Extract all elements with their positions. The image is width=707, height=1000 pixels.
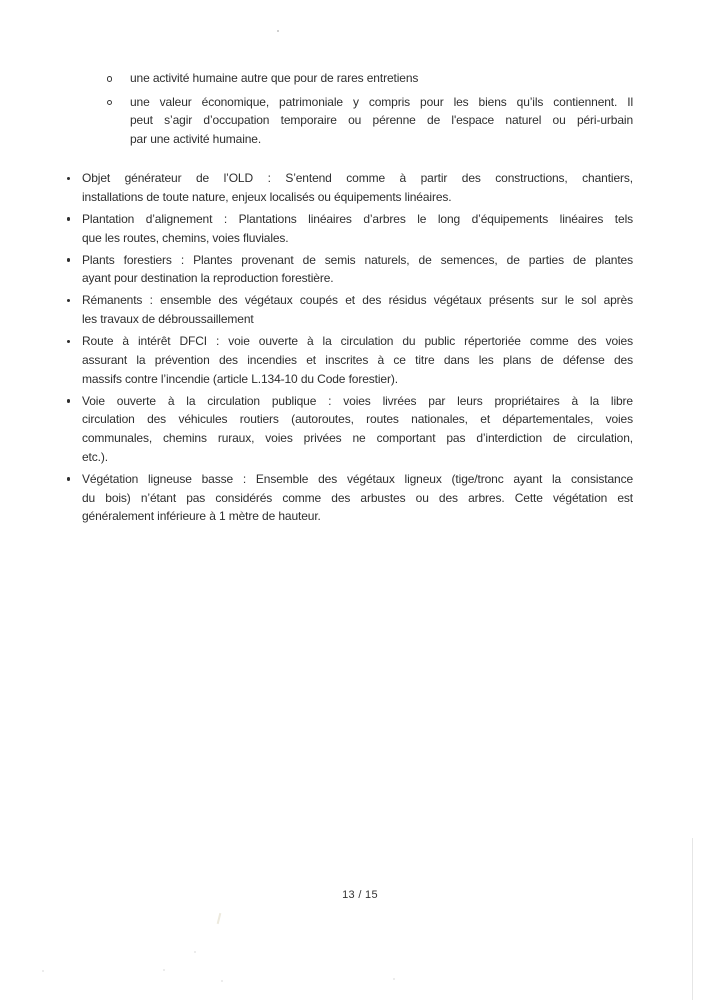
scan-speck [42,970,44,972]
text-line: Objet générateur de l’OLD : S’entend comme à partir des constructions, chantiers, [82,171,633,185]
bullet-circle-icon [107,76,113,82]
list-item [82,291,633,328]
scan-mark [217,913,222,924]
text-line: généralement inférieure à 1 mètre de hauteur. [82,509,321,524]
text-line: une valeur économique, patrimoniale y compris pour les biens qu’ils contiennent. Il [130,94,633,109]
text-line: Voie ouverte à la circulation publique : voies livrées par leurs propriétaires à la libre [82,393,633,408]
list-item [82,251,633,288]
text-line: Route à intérêt DFCI : voie ouverte à la circulation du public répertoriée comme des voies [82,334,633,349]
bullet-dot-icon [67,217,71,221]
list-item [82,169,633,206]
text-line: circulation des véhicules routiers (autoroutes, routes nationales, et départementales, voies [82,412,633,427]
scan-speck [221,980,223,982]
bullet-dot-icon [67,399,71,403]
text-line: peut s’agir d’occupation temporaire ou pérenne de l'espace naturel ou péri-urbain [130,113,633,128]
bullet-dot-icon [67,177,71,181]
text-line: assurant la prévention des incendies et inscrites à ce titre dans les plans de défense des [82,352,633,367]
bullet-dot-icon [67,477,71,481]
bullet-circle-icon [107,100,113,106]
list-item [130,93,633,149]
text-line: Rémanents : ensemble des végétaux coupés et des résidus végétaux présents sur le sol après [82,293,633,308]
list-item [82,210,633,247]
list-item [82,392,633,467]
scan-speck [277,30,279,32]
list-item [130,69,633,88]
text-line: Plants forestiers : Plantes provenant de semis naturels, de semences, de parties de plantes [82,252,633,267]
bullet-dot-icon [67,340,71,344]
scan-speck [393,978,395,980]
text-line: ayant pour destination la reproduction forestière. [82,271,334,286]
page-number: 13 / 15 [342,889,378,901]
bullet-dot-icon [67,258,71,262]
text-line: que les routes, chemins, voies fluviales. [82,230,289,245]
definition-bullet-list [82,169,633,529]
text-line: etc.). [82,449,108,464]
text-line: massifs contre l’incendie (article L.134-10 du Code forestier). [82,371,398,386]
scan-speck [194,951,196,953]
sub-bullet-list [130,69,633,154]
text-line: du bois) n’étant pas considérés comme des arbustes ou des arbres. Cette végétation est [82,490,633,505]
text-line: installations de toute nature, enjeux localisés ou équipements linéaires. [82,189,452,204]
page-edge-scan-line [692,838,693,1000]
text-line: Végétation ligneuse basse : Ensemble des végétaux ligneux (tige/tronc ayant la consistance [82,471,633,486]
text-line: Plantation d’alignement : Plantations linéaires d’arbres le long d’équipements linéaires tels [82,211,633,226]
list-item [82,470,633,526]
text-line: les travaux de débroussaillement [82,312,254,327]
text-line: par une activité humaine. [130,132,262,147]
list-item [82,332,633,388]
text-line: une activité humaine autre que pour de rares entretiens [130,71,419,85]
text-line: communales, chemins ruraux, voies privées ne comportant pas d’interdiction de circulation, [82,431,633,446]
bullet-dot-icon [67,299,71,303]
scan-speck [163,969,165,971]
